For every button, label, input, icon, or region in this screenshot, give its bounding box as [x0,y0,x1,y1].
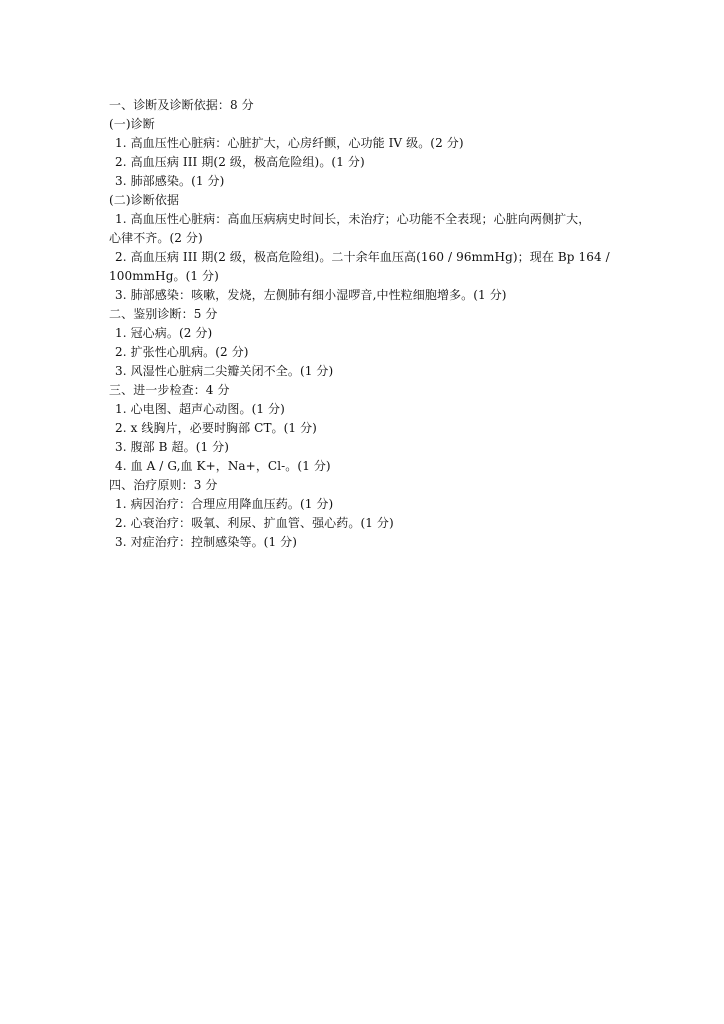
section-heading-differential: 二、鉴别诊断：5 分 [109,307,218,321]
section-heading-diagnosis: 一、诊断及诊断依据：8 分 [109,98,254,112]
basis-item: 3. 肺部感染：咳嗽，发烧，左侧肺有细小湿啰音,中性粒细胞增多。(1 分) [115,288,507,302]
diagnosis-item: 3. 肺部感染。(1 分) [115,174,225,188]
treatment-item: 1. 病因治疗：合理应用降血压药。(1 分) [115,497,334,511]
test-item: 2. x 线胸片，必要时胸部 CT。(1 分) [115,421,317,435]
treatment-item: 3. 对症治疗：控制感染等。(1 分) [115,535,297,549]
section-heading-further-tests: 三、进一步检查：4 分 [109,383,230,397]
test-item: 1. 心电图、超声心动图。(1 分) [115,402,285,416]
test-item: 4. 血 A / G,血 K+，Na+，Cl-。(1 分) [115,459,331,473]
differential-item: 1. 冠心病。(2 分) [115,326,213,340]
document-body [109,96,639,552]
basis-item-continuation: 100mmHg。(1 分) [109,269,219,283]
differential-item: 3. 风湿性心脏病二尖瓣关闭不全。(1 分) [115,364,334,378]
test-item: 3. 腹部 B 超。(1 分) [115,440,230,454]
diagnosis-item: 1. 高血压性心脏病：心脏扩大，心房纤颤，心功能 IV 级。(2 分) [115,136,464,150]
subsection-title-diagnosis: (一)诊断 [109,117,155,131]
differential-item: 2. 扩张性心肌病。(2 分) [115,345,249,359]
section-heading-treatment: 四、治疗原则：3 分 [109,478,218,492]
treatment-item: 2. 心衰治疗：吸氧、利尿、扩血管、强心药。(1 分) [115,516,394,530]
subsection-title-basis: (二)诊断依据 [109,193,180,207]
basis-item: 2. 高血压病 III 期(2 级，极高危险组)。二十余年血压高(160 / 96mmHg)；现在 Bp 164 / [115,250,610,264]
basis-item-continuation: 心律不齐。(2 分) [109,231,203,245]
basis-item: 1. 高血压性心脏病：高血压病病史时间长，未治疗；心功能不全表现；心脏向两侧扩大， [115,212,591,226]
diagnosis-item: 2. 高血压病 III 期(2 级，极高危险组)。(1 分) [115,155,365,169]
